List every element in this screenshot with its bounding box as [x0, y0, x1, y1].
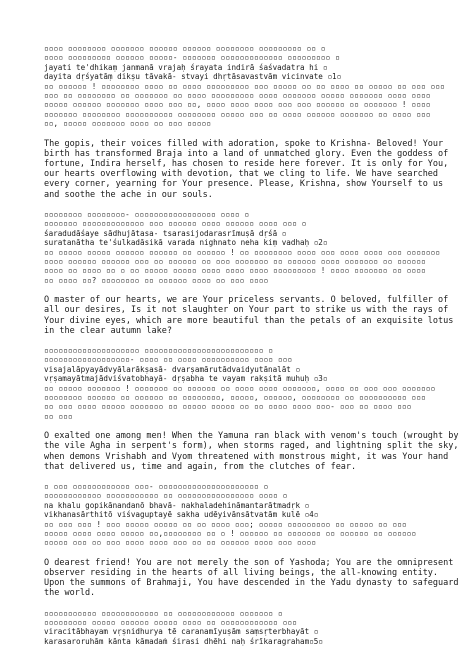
hindi-line: ▫▫ ▫▫▫ ▫▫▫▫ ▫▫▫▫▫ ▫▫▫▫▫▫▫ ▫▫ ▫▫▫▫▫ ▫▫▫▫▫ ▫▫ ▫▫ ▫▫▫▫ ▫▫▫▫ ▫▫▫- ▫▫▫ ▫▫ ▫▫▫▫ ▫▫▫ [44, 402, 412, 412]
verse-line: ▫▫▫▫▫▫▫▫▫▫▫▫ ▫▫▫▫▫▫▫▫▫▫▫ ▫▫ ▫▫▫▫▫▫▫▫▫▫▫▫▫▫▫▫ ▫▫▫▫ ▫ [44, 491, 288, 501]
hindi-line: ▫▫ ▫▫▫ ▫▫▫ ! ▫▫▫ ▫▫▫▫▫ ▫▫▫▫▫ ▫▫ ▫▫ ▫▫▫▫ ▫▫▫; ▫▫▫▫▫ ▫▫▫▫▫▫▫▫▫ ▫▫ ▫▫▫▫▫ ▫▫ ▫▫▫ [44, 519, 407, 529]
transliteration-line: na khalu gopikānandanō bhavā- nakhaladehināmantarātmadṛk ▫ [44, 500, 310, 510]
english-translation: The gopis, their voices filled with adoration, spoke to Krishna- Beloved! Your birth has transformed Braja into a land of unmatched glory. Even the goddess of fortune, Indira herself, has chosen to reside here forever. It is only for You, our hearts overflowing with devotion, that we cling to life. We have searched every corner, yearning for Your presence. Please, Krishna, show Yourself to us and soothe the ache in our souls. [44, 138, 449, 200]
transliteration-line: vikhanasārthitō viśvaguptayē sakha udēyivānsātvatām kulē ▫4▫ [44, 510, 319, 520]
english-translation: O exalted one among men! When the Yamuna ran black with venom's touch (wrought by the vile Agha in serpent's form), when storms raged, and lightning split the sky, when demons Vrishabh and Vyom threatened with monstrous might, it was Your hand that delivered us, time and again, from the clutches of fear. [44, 431, 459, 472]
verse-line: ▫▫▫▫▫▫▫▫▫ ▫▫▫▫▫ ▫▫▫▫▫▫ ▫▫▫▫▫ ▫▫▫▫ ▫▫ ▫▫▫▫▫▫▫▫▫▫▫▫ ▫▫▫ [44, 618, 297, 628]
hindi-line: ▫▫▫ ▫▫ ▫▫▫▫▫▫▫▫ ▫▫ ▫▫▫▫▫▫▫ ▫▫ ▫▫▫▫ ▫▫▫▫▫▫▫▫▫ ▫▫▫▫ ▫▫▫▫▫▫▫ ▫▫▫▫▫ ▫▫▫▫▫▫▫ ▫▫▫▫ ▫▫▫▫ [44, 91, 431, 101]
english-translation: O master of our hearts, we are Your priceless servants. O beloved, fulfiller of all our desires, Is it not slaughter on Your part to strike us with the rays of Your divine eyes, which are more beautiful than the petals of an exquisite lotus in the clear autumn lake? [44, 295, 454, 336]
hindi-line: ▫▫ ▫▫▫▫▫ ▫▫▫▫▫ ▫▫▫▫▫▫ ▫▫▫▫▫▫ ▫▫ ▫▫▫▫▫▫ ! ▫▫ ▫▫▫▫▫▫▫▫ ▫▫▫▫ ▫▫▫ ▫▫▫▫ ▫▫▫▫ ▫▫▫ ▫▫▫▫▫▫▫ [44, 247, 441, 257]
hindi-line: ▫▫▫▫▫ ▫▫▫ ▫▫ ▫▫▫ ▫▫▫▫ ▫▫▫▫ ▫▫▫ ▫▫ ▫▫ ▫▫▫▫▫▫ ▫▫▫▫ ▫▫▫ ▫▫▫▫ [44, 538, 316, 548]
hindi-line: ▫▫▫▫▫▫▫ ▫▫▫▫▫▫▫▫ ▫▫▫▫▫▫▫▫▫▫ ▫▫▫▫▫▫▫▫ ▫▫▫▫▫ ▫▫▫ ▫▫ ▫▫▫▫ ▫▫▫▫▫▫ ▫▫▫▫▫▫▫ ▫▫ ▫▫▫▫ ▫▫▫ [44, 109, 431, 119]
hindi-line: ▫▫ ▫▫▫ [44, 411, 73, 421]
transliteration-line: suratanātha te'śulkadāsikā varada nighnato neha kiṃ vadhaḥ ▫2▫ [44, 238, 328, 248]
transliteration-line: viracitābhayam vṛṣnidhurya tē caranamīyuṣām saṃsṛterbhayāt ▫ [44, 627, 319, 637]
verse-line: ▫▫▫▫ ▫▫▫▫▫▫▫▫▫ ▫▫▫▫▫▫ ▫▫▫▫▫- ▫▫▫▫▫▫▫ ▫▫▫▫▫▫▫▫▫▫▫▫▫ ▫▫▫▫▫▫▫▫▫ ▫ [44, 53, 340, 63]
transliteration-line: vṛṣamayātmajādviśvatobhayā- dṛṣabha te vayam rakṣitā muhuḥ ▫3▫ [44, 374, 328, 384]
hindi-line: ▫▫ ▫▫▫▫ ▫▫? ▫▫▫▫▫▫▫▫ ▫▫ ▫▫▫▫▫▫ ▫▫▫▫ ▫▫ ▫▫▫ ▫▫▫▫ [44, 275, 269, 285]
hindi-line: ▫▫ ▫▫▫▫▫ ▫▫▫▫▫▫▫ ! ▫▫▫▫▫▫▫ ▫▫ ▫▫▫▫▫▫ ▫▫ ▫▫▫▫ ▫▫▫▫ ▫▫▫▫▫▫▫, ▫▫▫▫ ▫▫ ▫▫▫ ▫▫▫ ▫▫▫▫▫▫▫ [44, 383, 436, 393]
transliteration-line: visajalāpyayādvyālarākṣasā- dvarṣamārutādvaidyutānalāt ▫ [44, 364, 301, 374]
verse-block [44, 609, 460, 646]
verse-line: ▫▫▫▫▫▫▫▫ ▫▫▫▫▫▫▫▫- ▫▫▫▫▫▫▫▫▫▫▫▫▫▫▫▫▫ ▫▫▫▫ ▫ [44, 209, 250, 219]
verse-line: ▫▫▫▫▫▫▫▫▫▫▫▫▫▫▫▫▫▫▫▫ ▫▫▫▫▫▫▫▫▫▫▫▫▫▫▫▫▫▫▫▫▫▫▫▫▫ ▫ [44, 345, 274, 355]
verse-line: ▫▫▫▫▫▫▫▫▫▫▫▫▫▫▫▫▫▫- ▫▫▫▫ ▫▫ ▫▫▫▫ ▫▫▫▫▫▫▫▫▫▫ ▫▫▫▫ ▫▫▫ [44, 355, 293, 365]
hindi-line: ▫▫▫▫▫ ▫▫▫▫▫▫ ▫▫▫▫▫▫▫ ▫▫▫▫ ▫▫▫ ▫▫, ▫▫▫▫ ▫▫▫▫ ▫▫▫▫ ▫▫▫ ▫▫▫ ▫▫▫▫▫▫ ▫▫ ▫▫▫▫▫▫▫ ! ▫▫▫▫ [44, 100, 431, 110]
transliteration-line: dayita dṛśyatāṃ dikṣu tāvakā- stvayi dhṛtāsavastvām vicinvate ▫1▫ [44, 72, 342, 82]
hindi-line: ▫▫▫▫▫ ▫▫▫▫ ▫▫▫▫ ▫▫▫▫▫ ▫▫,▫▫▫▫▫▫▫▫ ▫▫ ▫ ! ▫▫▫▫▫▫ ▫▫ ▫▫▫▫▫▫▫ ▫▫ ▫▫▫▫▫▫ ▫▫ ▫▫▫▫▫▫ [44, 529, 417, 539]
english-translation: O dearest friend! You are not merely the son of Yashoda; You are the omnipresent observer residing in the hearts of all living beings, the all-knowing entity. Upon the summons of Brahmaji, You have descended in the Yadu dynasty to safeguard the world. [44, 557, 459, 599]
hindi-line: ▫▫, ▫▫▫▫▫ ▫▫▫▫▫▫▫ ▫▫▫▫ ▫▫ ▫▫▫ ▫▫▫▫▫ [44, 119, 212, 129]
verse-block [44, 482, 460, 599]
transliteration-line: jayati te'dhikaṃ janmanā vrajaḥ śrayata indirā śaśvadatra hi ▫ [44, 62, 328, 72]
verse-line: ▫▫▫▫▫▫▫▫▫▫▫ ▫▫▫▫▫▫▫▫▫▫▫▫ ▫▫ ▫▫▫▫▫▫▫▫▫▫▫▫ ▫▫▫▫▫▫▫ ▫ [44, 608, 283, 618]
hindi-line: ▫▫ ▫▫▫▫▫▫ ! ▫▫▫▫▫▫▫▫ ▫▫▫▫ ▫▫ ▫▫▫▫ ▫▫▫▫▫▫▫▫▫ ▫▫▫ ▫▫▫▫▫ ▫▫ ▫▫ ▫▫▫▫ ▫▫ ▫▫▫▫▫ ▫▫ ▫▫▫ ▫▫▫ [44, 81, 445, 91]
verse-line: ▫ ▫▫▫ ▫▫▫▫▫▫▫▫▫▫▫▫ ▫▫▫- ▫▫▫▫▫▫▫▫▫▫▫▫▫▫▫▫▫▫▫▫▫ ▫ [44, 482, 269, 491]
verse-line: ▫▫▫▫ ▫▫▫▫▫▫▫▫ ▫▫▫▫▫▫▫ ▫▫▫▫▫▫ ▫▫▫▫▫▫ ▫▫▫▫▫▫▫▫ ▫▫▫▫▫▫▫▫▫ ▫▫ ▫ [44, 44, 326, 53]
hindi-line: ▫▫▫▫ ▫▫ ▫▫▫▫ ▫▫ ▫ ▫▫ ▫▫▫▫▫ ▫▫▫▫▫ ▫▫▫▫ ▫▫▫▫ ▫▫▫▫ ▫▫▫▫▫▫▫▫▫ ! ▫▫▫▫ ▫▫▫▫▫▫▫ ▫▫ ▫▫▫▫ [44, 266, 426, 276]
transliteration-line: śaradudāśaye sādhujātasa- tsarasijodarasrīmuṣā dṛśā ▫ [44, 228, 287, 238]
transliteration-line: karasaroruhām kānta kāmadaṁ śirasi dhēhi naḥ śrīkaragraham▫5▫ [44, 636, 323, 646]
hindi-line: ▫▫▫▫▫▫▫▫ ▫▫▫▫▫▫ ▫▫ ▫▫▫▫▫▫ ▫▫ ▫▫▫▫▫▫▫▫, ▫▫▫▫▫, ▫▫▫▫▫▫, ▫▫▫▫▫▫▫▫ ▫▫ ▫▫▫▫▫▫▫▫▫▫ ▫▫▫ [44, 392, 426, 402]
hindi-line: ▫▫▫▫ ▫▫▫▫▫▫ ▫▫▫▫▫▫ ▫▫▫ ▫▫ ▫▫▫▫▫▫ ▫▫ ▫▫▫ ▫▫▫▫▫▫▫ ▫▫ ▫▫▫▫▫▫ ▫▫▫▫ ▫▫▫▫▫▫▫ ▫▫ ▫▫▫▫▫▫ [44, 256, 426, 266]
verse-block [44, 210, 460, 336]
verse-block [44, 346, 460, 472]
verse-block [44, 44, 460, 200]
verse-line: ▫▫▫▫▫▫▫ ▫▫▫▫▫▫▫▫▫▫▫▫▫ ▫▫▫ ▫▫▫▫▫▫ ▫▫▫▫ ▫▫▫▫▫▫ ▫▫▫▫ ▫▫▫ ▫ [44, 219, 307, 229]
